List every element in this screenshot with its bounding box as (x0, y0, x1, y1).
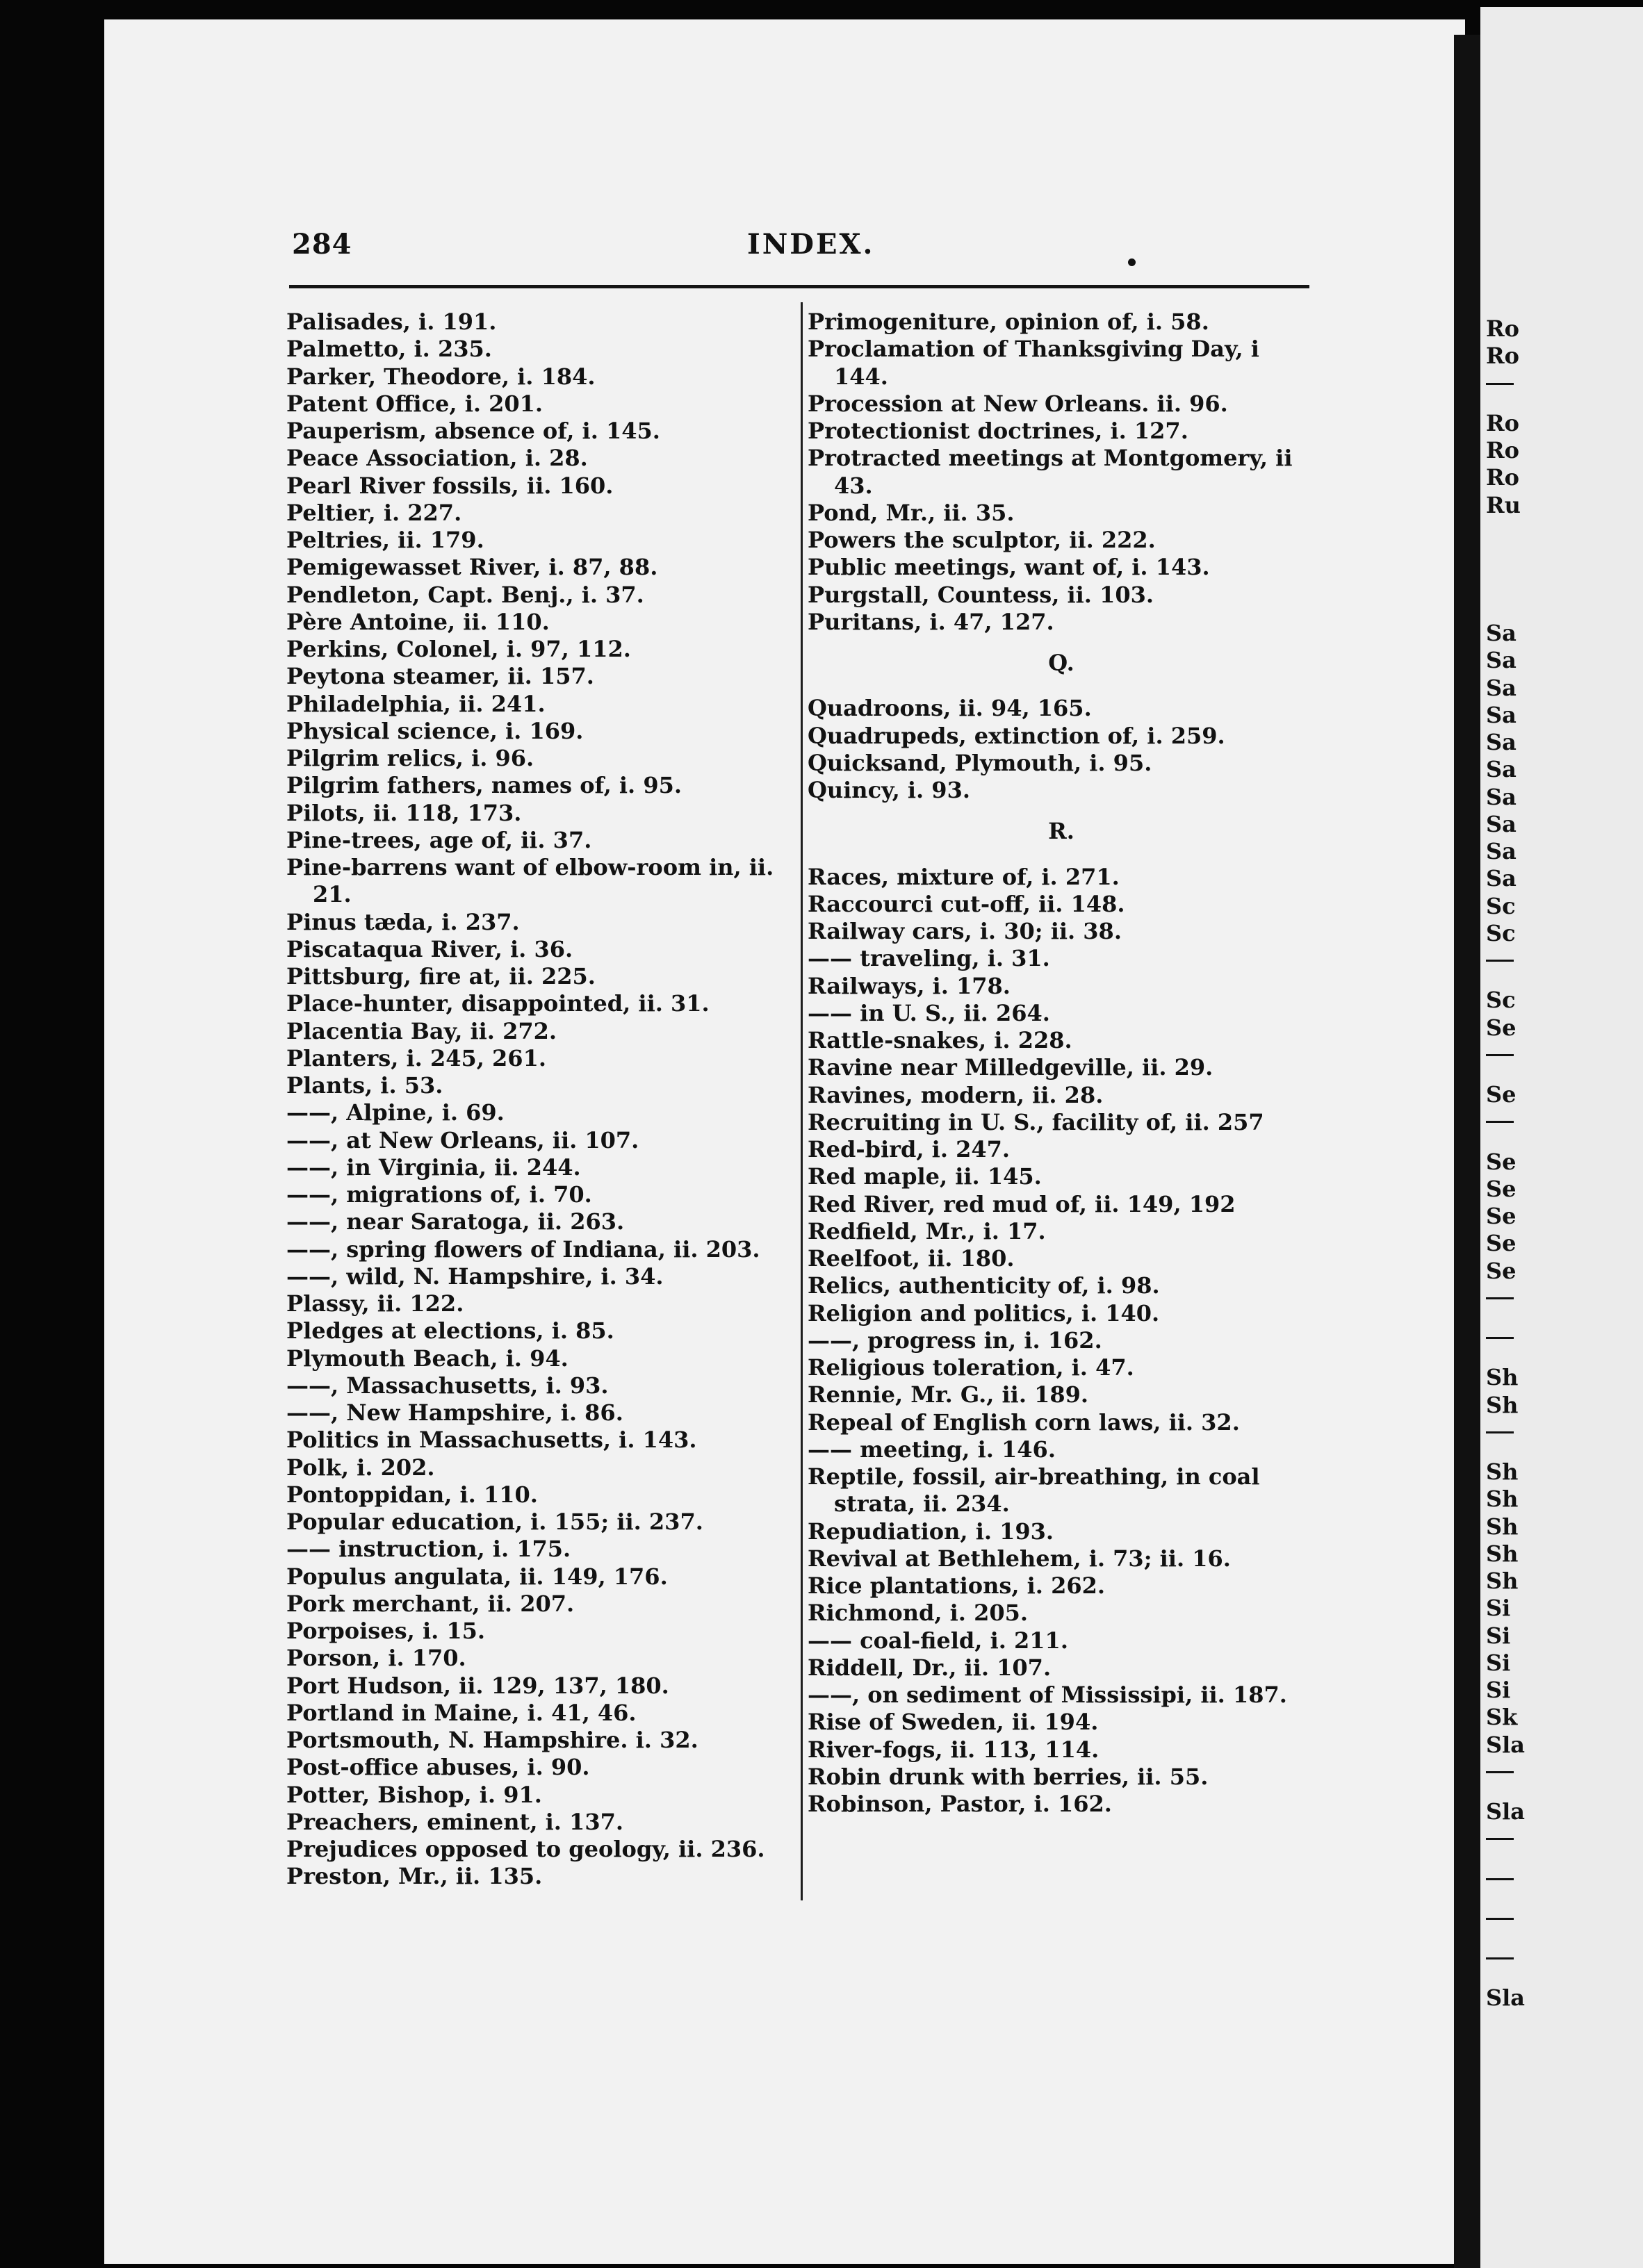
index-entry: ——, in Virginia, ii. 244. (286, 1153, 581, 1181)
book-gutter (1454, 35, 1480, 2268)
index-entry: Redfield, Mr., i. 17. (808, 1217, 1046, 1244)
index-entry: Pauperism, absence of, i. 145. (286, 418, 660, 444)
index-entry: Pinus tæda, i. 237. (286, 908, 520, 935)
index-column-left (286, 309, 794, 1891)
index-entry: Richmond, i. 205. (808, 1600, 1028, 1627)
index-entry: Pittsburg, fire at, ii. 225. (286, 963, 596, 989)
index-entry: Place-hunter, disappointed, ii. 31. (286, 990, 710, 1017)
index-entry: Palisades, i. 191. (286, 309, 497, 335)
index-entry: Portsmouth, N. Hampshire. i. 32. (286, 1727, 698, 1753)
index-entry: Pontoppidan, i. 110. (286, 1481, 538, 1508)
index-entry: Popular education, i. 155; ii. 237. (286, 1509, 703, 1535)
adjacent-entry-fragment: Si (1486, 1622, 1511, 1649)
adjacent-entry-fragment (1486, 1918, 1525, 1945)
index-entry: Purgstall, Countess, ii. 103. (808, 581, 1154, 608)
index-entry: ——, near Saratoga, ii. 263. (286, 1208, 625, 1235)
index-entry: Physical science, i. 169. (286, 717, 584, 744)
adjacent-entry-fragment: Sa (1486, 810, 1517, 837)
index-entry: Revival at Bethlehem, i. 73; ii. 16. (808, 1545, 1231, 1572)
index-entry: Plassy, ii. 122. (286, 1290, 464, 1317)
index-entry: ——, wild, N. Hampshire, i. 34. (286, 1263, 664, 1290)
adjacent-entry-fragment: Sa (1486, 783, 1517, 810)
page-number: 284 (292, 228, 352, 261)
index-entry: Railway cars, i. 30; ii. 38. (808, 918, 1122, 944)
index-entry: Pork merchant, ii. 207. (286, 1590, 575, 1617)
dash-mark (1486, 1121, 1514, 1123)
adjacent-entry-fragment (1486, 1838, 1525, 1865)
adjacent-entry-fragment: Se (1486, 1203, 1517, 1229)
index-entry: Pond, Mr., ii. 35. (808, 499, 1015, 526)
adjacent-entry-fragment: Sa (1486, 756, 1517, 783)
index-entry: Rice plantations, i. 262. (808, 1572, 1105, 1599)
index-entry: Red-bird, i. 247. (808, 1136, 1011, 1162)
adjacent-entry-fragment: Sa (1486, 674, 1517, 701)
adjacent-entry-fragment: Sh (1486, 1540, 1519, 1567)
adjacent-entry-fragment: Ro (1486, 464, 1519, 491)
index-entry: Quicksand, Plymouth, i. 95. (808, 749, 1152, 776)
adjacent-entry-fragment (1486, 1121, 1525, 1148)
adjacent-entry-fragment: Sh (1486, 1364, 1519, 1391)
adjacent-entry-fragment: Se (1486, 1175, 1517, 1202)
index-entry: Robinson, Pastor, i. 162. (808, 1791, 1112, 1817)
adjacent-entry-fragment: Sa (1486, 701, 1517, 728)
adjacent-entry-fragment: Sh (1486, 1458, 1519, 1485)
index-entry: Rennie, Mr. G., ii. 189. (808, 1381, 1089, 1408)
index-entry: Races, mixture of, i. 271. (808, 863, 1120, 890)
dash-mark (1486, 1431, 1514, 1433)
dash-mark (1486, 1054, 1514, 1056)
adjacent-entry-fragment: Sla (1486, 1798, 1525, 1825)
index-entry: Quincy, i. 93. (808, 777, 970, 803)
adjacent-entry-fragment: Se (1486, 1148, 1517, 1175)
index-entry: Red River, red mud of, ii. 149, 192 (808, 1190, 1236, 1217)
index-entry: Populus angulata, ii. 149, 176. (286, 1563, 668, 1590)
adjacent-page (1480, 7, 1643, 2268)
adjacent-entry-fragment: Sh (1486, 1568, 1519, 1594)
header-rule (289, 285, 1309, 288)
index-entry: Pilots, ii. 118, 173. (286, 799, 522, 826)
adjacent-entry-fragment: Sa (1486, 838, 1517, 864)
index-entry: Pine-trees, age of, ii. 37. (286, 826, 592, 853)
index-entry: Raccourci cut-off, ii. 148. (808, 890, 1125, 917)
adjacent-page-entries-bottom (1486, 620, 1525, 2012)
adjacent-entry-fragment: Se (1486, 1230, 1517, 1257)
index-entry: Pledges at elections, i. 85. (286, 1317, 614, 1345)
index-entry: Piscataqua River, i. 36. (286, 935, 573, 962)
index-entry: ——, Alpine, i. 69. (286, 1099, 505, 1126)
index-entry: Repudiation, i. 193. (808, 1518, 1054, 1545)
adjacent-entry-fragment: Sk (1486, 1704, 1518, 1731)
index-entry: Pendleton, Capt. Benj., i. 37. (286, 581, 644, 608)
index-entry: Portland in Maine, i. 41, 46. (286, 1699, 637, 1726)
adjacent-entry-fragment: Sh (1486, 1513, 1519, 1540)
index-entry: Peytona steamer, ii. 157. (286, 663, 594, 690)
index-entry: Philadelphia, ii. 241. (286, 690, 546, 717)
adjacent-entry-fragment: Ro (1486, 343, 1519, 370)
index-entry: Rattle-snakes, i. 228. (808, 1027, 1072, 1053)
index-entry: Parker, Theodore, i. 184. (286, 363, 596, 390)
index-entry: —— meeting, i. 146. (808, 1436, 1056, 1463)
adjacent-entry-fragment: Sla (1486, 1731, 1525, 1758)
index-entry: ——, on sediment of Mississipi, ii. 187. (808, 1682, 1287, 1708)
index-column-right (808, 309, 1315, 1818)
index-entry: ——, spring flowers of Indiana, ii. 203. (286, 1235, 760, 1263)
index-entry: Porpoises, i. 15. (286, 1618, 486, 1644)
adjacent-entry-fragment (1486, 960, 1525, 987)
index-entry: Repeal of English corn laws, ii. 32. (808, 1408, 1240, 1436)
index-entry: ——, progress in, i. 162. (808, 1326, 1102, 1354)
index-entry: Prejudices opposed to geology, ii. 236. (286, 1836, 765, 1862)
index-entry: —— instruction, i. 175. (286, 1536, 571, 1563)
adjacent-entry-fragment: Sa (1486, 865, 1517, 892)
index-entry: Preachers, eminent, i. 137. (286, 1808, 623, 1835)
adjacent-entry-fragment: Se (1486, 1081, 1517, 1108)
index-entry: Quadrupeds, extinction of, i. 259. (808, 722, 1225, 749)
adjacent-entry-fragment: Sc (1486, 892, 1516, 919)
adjacent-entry-fragment: Sla (1486, 1984, 1525, 2012)
index-entry: Proclamation of Thanksgiving Day, i 144. (808, 336, 1259, 390)
index-entry: Rise of Sweden, ii. 194. (808, 1709, 1099, 1736)
dash-mark (1486, 1918, 1514, 1920)
index-entry: Perkins, Colonel, i. 97, 112. (286, 636, 631, 662)
adjacent-entry-fragment: Se (1486, 1014, 1517, 1041)
dash-mark (1486, 1337, 1514, 1339)
index-entry: ——, Massachusetts, i. 93. (286, 1372, 609, 1399)
index-entry: Recruiting in U. S., facility of, ii. 257 (808, 1108, 1264, 1135)
adjacent-entry-fragment: Sh (1486, 1486, 1519, 1513)
section-letter: Q. (1048, 650, 1074, 676)
index-entry: Peltries, ii. 179. (286, 527, 484, 553)
adjacent-entry-fragment: Si (1486, 1649, 1511, 1676)
adjacent-entry-fragment: Sa (1486, 647, 1517, 674)
index-entry: —— traveling, i. 31. (808, 945, 1050, 972)
index-entry: Pemigewasset River, i. 87, 88. (286, 554, 658, 581)
index-entry: Procession at New Orleans. ii. 96. (808, 390, 1228, 417)
adjacent-entry-fragment (1486, 1957, 1525, 1984)
index-entry: Ravines, modern, ii. 28. (808, 1081, 1104, 1108)
dash-mark (1486, 1297, 1514, 1299)
index-entry: Protracted meetings at Montgomery, ii 43. (808, 445, 1293, 499)
adjacent-entry-fragment: Se (1486, 1257, 1517, 1284)
index-entry: Powers the sculptor, ii. 222. (808, 527, 1156, 553)
dash-mark (1486, 960, 1514, 962)
adjacent-entry-fragment (1486, 1337, 1525, 1364)
index-entry: Robin drunk with berries, ii. 55. (808, 1763, 1209, 1790)
index-entry: Religious toleration, i. 47. (808, 1354, 1134, 1381)
dash-mark (1486, 383, 1514, 385)
index-entry: Puritans, i. 47, 127. (808, 608, 1054, 635)
index-entry: Primogeniture, opinion of, i. 58. (808, 309, 1209, 335)
index-entry: Palmetto, i. 235. (286, 336, 492, 363)
adjacent-entry-fragment (1486, 1771, 1525, 1798)
adjacent-entry-fragment (1486, 1054, 1525, 1081)
adjacent-entry-fragment: Sc (1486, 987, 1516, 1014)
index-entry: Port Hudson, ii. 129, 137, 180. (286, 1672, 669, 1699)
adjacent-entry-fragment: Ro (1486, 315, 1519, 342)
adjacent-entry-fragment: Si (1486, 1677, 1511, 1703)
index-entry: Post-office abuses, i. 90. (286, 1754, 590, 1781)
column-divider (801, 302, 803, 1900)
index-entry: Peltier, i. 227. (286, 499, 462, 526)
adjacent-page-entries-top (1486, 315, 1521, 519)
index-entry: Red maple, ii. 145. (808, 1163, 1042, 1190)
adjacent-entry-fragment (1486, 383, 1521, 410)
section-letter: R. (1048, 818, 1074, 845)
adjacent-entry-fragment: Ro (1486, 409, 1519, 436)
adjacent-entry-fragment (1486, 1297, 1525, 1324)
index-entry: Père Antoine, ii. 110. (286, 608, 550, 635)
dash-mark (1486, 1771, 1514, 1773)
index-entry: Planters, i. 245, 261. (286, 1044, 546, 1071)
index-entry: Religion and politics, i. 140. (808, 1299, 1160, 1326)
dash-mark (1486, 1878, 1514, 1880)
adjacent-entry-fragment: Sa (1486, 620, 1517, 646)
index-entry: Pine-barrens want of elbow-room in, ii. 21. (286, 854, 774, 908)
index-entry: Patent Office, i. 201. (286, 390, 543, 417)
index-entry: Placentia Bay, ii. 272. (286, 1017, 557, 1044)
index-entry: Preston, Mr., ii. 135. (286, 1863, 543, 1890)
index-entry: Porson, i. 170. (286, 1645, 466, 1672)
index-entry: ——, migrations of, i. 70. (286, 1181, 592, 1208)
index-entry: Pearl River fossils, ii. 160. (286, 472, 614, 499)
index-entry: Ravine near Milledgeville, ii. 29. (808, 1054, 1213, 1081)
adjacent-entry-fragment: Ru (1486, 491, 1521, 518)
index-entry: —— coal-field, i. 211. (808, 1627, 1068, 1654)
index-entry: ——, New Hampshire, i. 86. (286, 1399, 623, 1426)
index-entry: Polk, i. 202. (286, 1454, 435, 1481)
index-entry: Relics, authenticity of, i. 98. (808, 1272, 1160, 1299)
adjacent-entry-fragment: Si (1486, 1595, 1511, 1622)
adjacent-entry-fragment (1486, 1431, 1525, 1458)
dash-mark (1486, 1957, 1514, 1959)
index-entry: Public meetings, want of, i. 143. (808, 554, 1210, 581)
index-entry: Quadroons, ii. 94, 165. (808, 695, 1092, 722)
index-entry: Reelfoot, ii. 180. (808, 1245, 1015, 1272)
index-entry: Riddell, Dr., ii. 107. (808, 1654, 1052, 1681)
page-title: INDEX. (747, 228, 875, 261)
index-entry: ——, at New Orleans, ii. 107. (286, 1126, 639, 1153)
adjacent-entry-fragment: Sc (1486, 919, 1516, 946)
index-entry: Peace Association, i. 28. (286, 445, 588, 472)
index-entry: Pilgrim relics, i. 96. (286, 745, 534, 771)
dash-mark (1486, 1838, 1514, 1840)
adjacent-entry-fragment: Ro (1486, 437, 1519, 463)
index-entry: Protectionist doctrines, i. 127. (808, 418, 1188, 444)
index-entry: Plymouth Beach, i. 94. (286, 1345, 569, 1372)
index-entry: Reptile, fossil, air-breathing, in coal strata, ii. 234. (808, 1463, 1260, 1518)
index-entry: Potter, Bishop, i. 91. (286, 1781, 542, 1808)
adjacent-entry-fragment: Sa (1486, 729, 1517, 755)
adjacent-entry-fragment: Sh (1486, 1391, 1519, 1418)
index-entry: Railways, i. 178. (808, 972, 1011, 999)
adjacent-entry-fragment (1486, 1878, 1525, 1905)
index-entry: Plants, i. 53. (286, 1072, 443, 1099)
index-entry: —— in U. S., ii. 264. (808, 999, 1050, 1026)
index-entry: Politics in Massachusetts, i. 143. (286, 1427, 697, 1454)
ink-dot (1128, 258, 1136, 266)
index-entry: Pilgrim fathers, names of, i. 95. (286, 772, 682, 799)
index-entry: River-fogs, ii. 113, 114. (808, 1736, 1100, 1763)
